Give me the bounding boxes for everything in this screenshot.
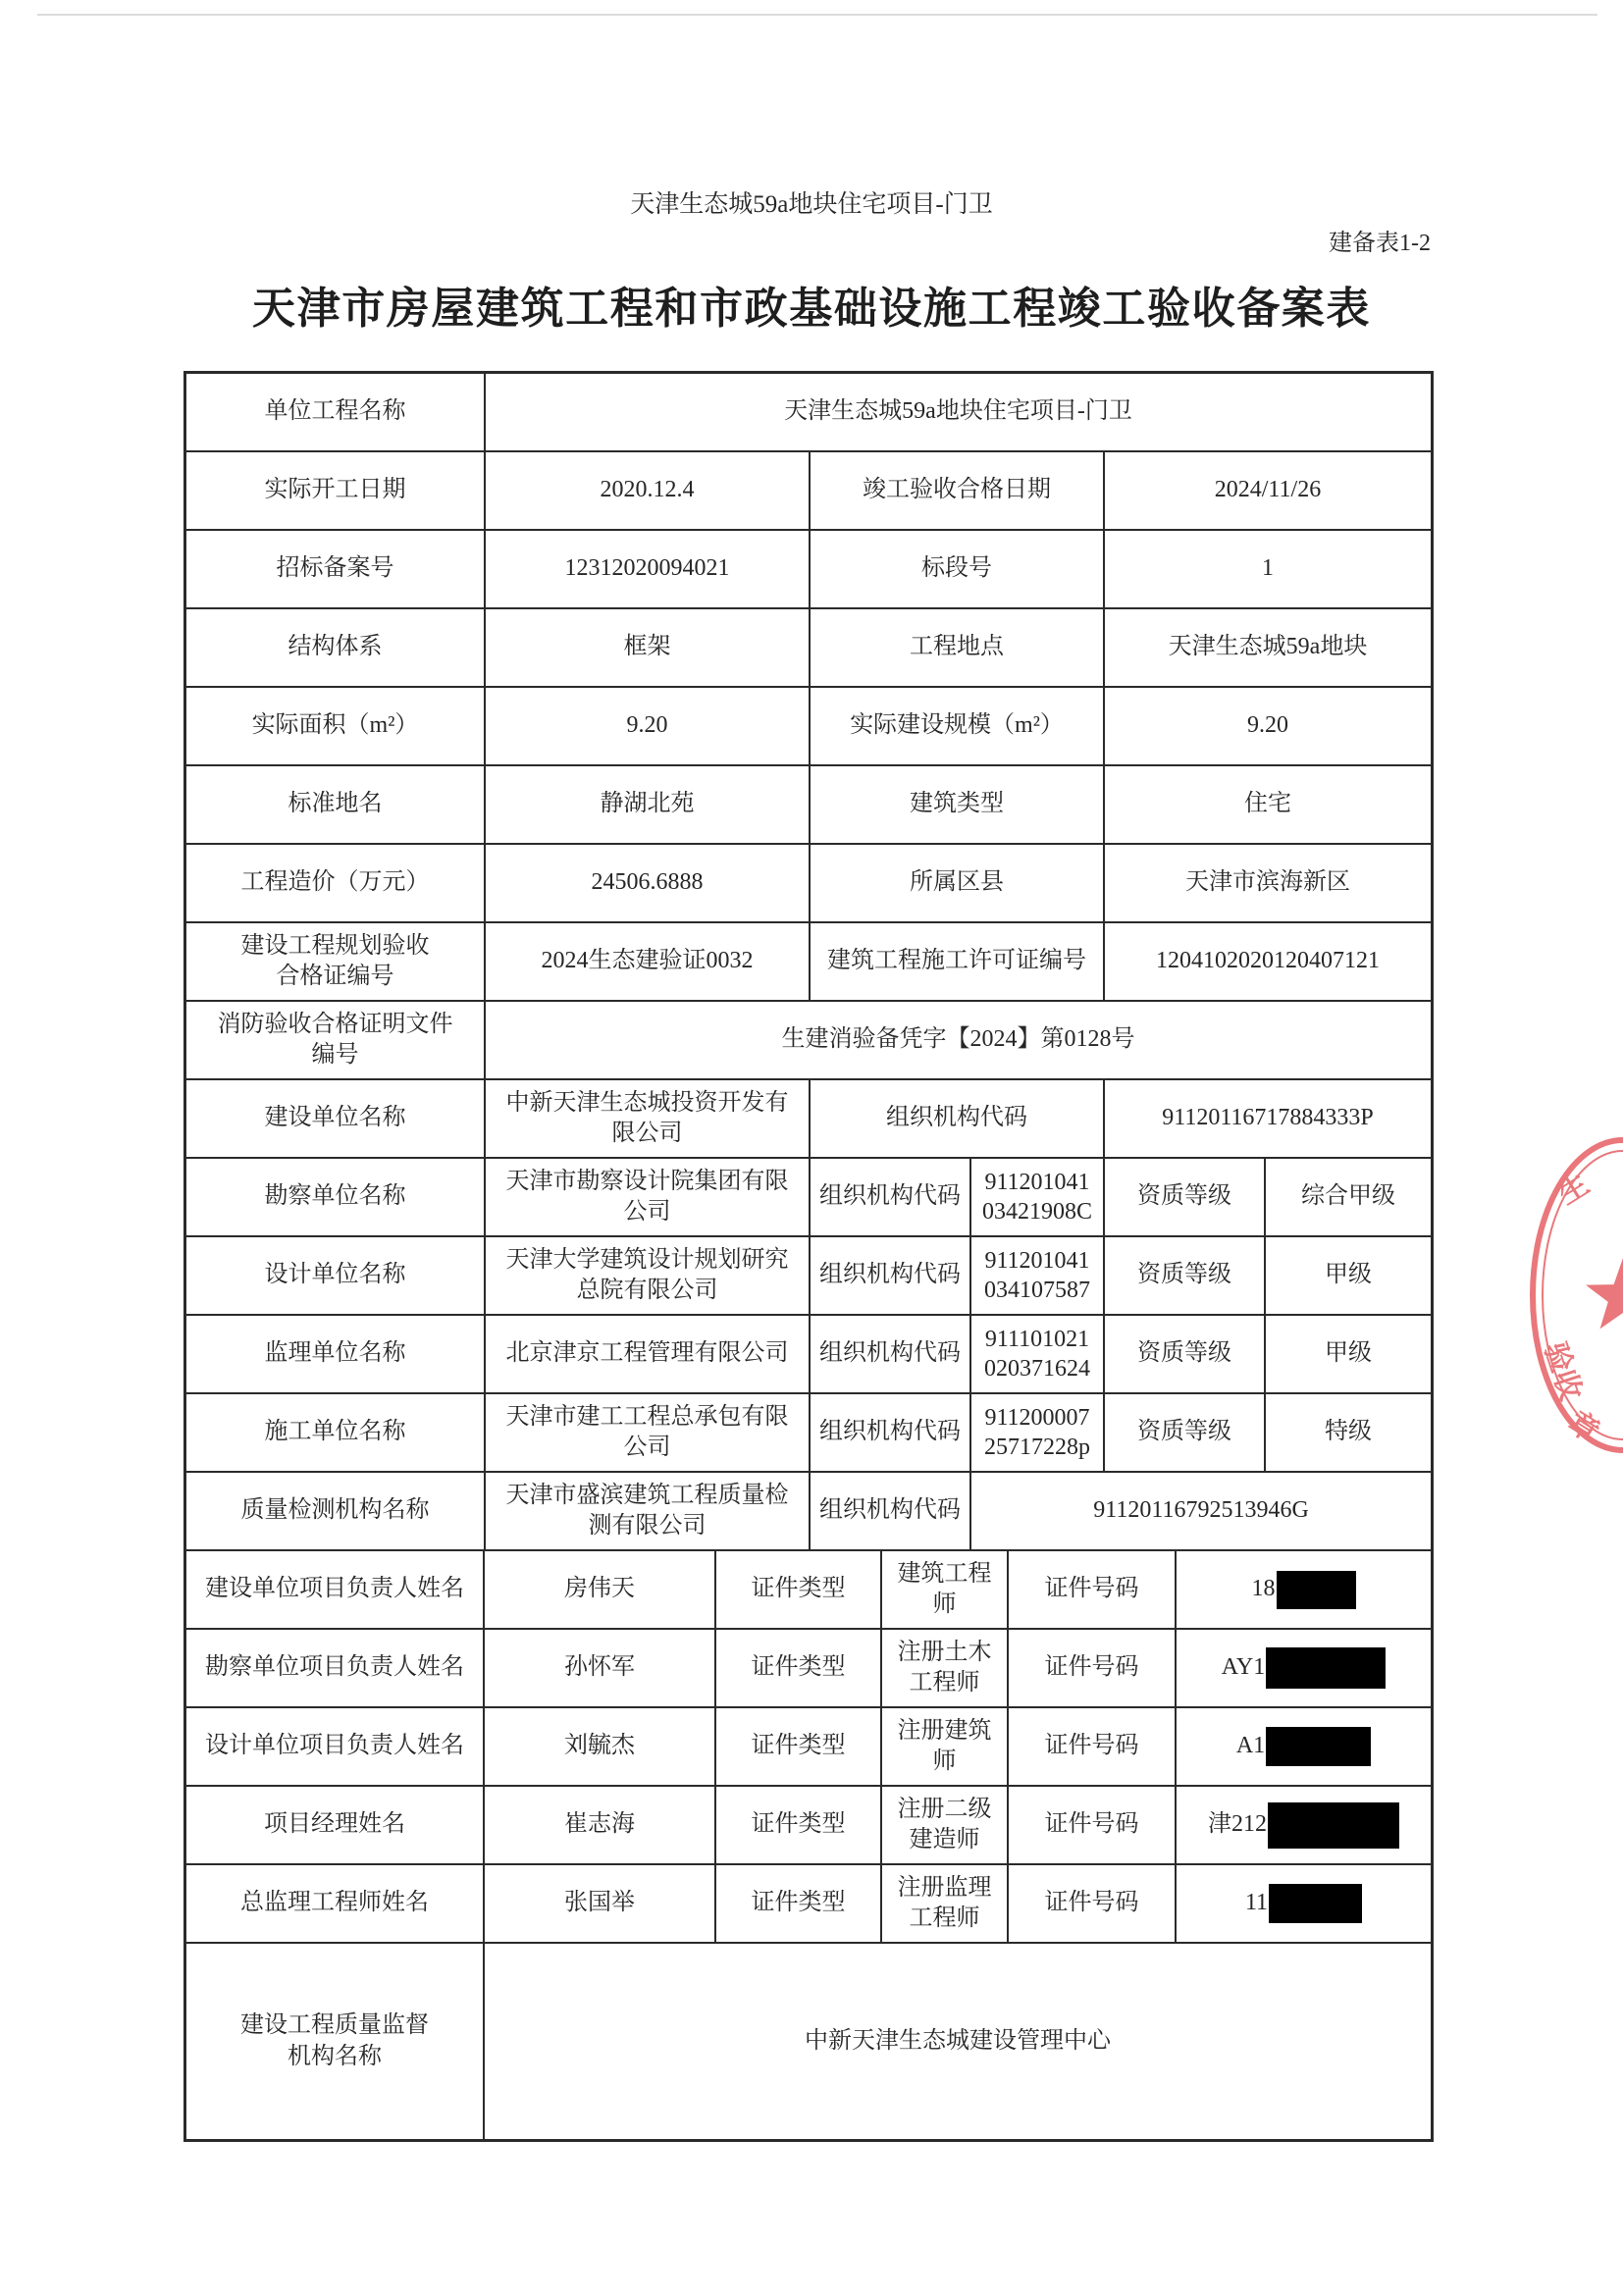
project-info-section bbox=[186, 374, 1431, 1549]
unit-name-cell bbox=[486, 1159, 809, 1235]
qualification-value: 甲级 bbox=[1266, 1316, 1431, 1392]
supervision-label-cell bbox=[186, 1944, 483, 2139]
acceptance-date-value: 2024/11/26 bbox=[1105, 452, 1431, 529]
district-label: 所属区县 bbox=[811, 845, 1103, 921]
cert-no-cell bbox=[1177, 1708, 1431, 1785]
project-cost-value: 24506.6888 bbox=[486, 845, 809, 921]
start-date-value: 2020.12.4 bbox=[486, 452, 809, 529]
supervision-label: 建设工程质量监督机构名称 bbox=[240, 2012, 429, 2069]
project-header: 天津生态城59a地块住宅项目-门卫 bbox=[630, 191, 993, 218]
cert-no-visible: 11 bbox=[1244, 1890, 1269, 1916]
location-label: 工程地点 bbox=[811, 609, 1103, 686]
construction-permit-label: 建筑工程施工许可证编号 bbox=[811, 923, 1103, 1000]
person-role-label: 总监理工程师姓名 bbox=[186, 1865, 483, 1942]
qualification-value: 特级 bbox=[1266, 1394, 1431, 1471]
building-type-value: 住宅 bbox=[1105, 766, 1431, 843]
org-code-value: 911101021020371624 bbox=[984, 1327, 1090, 1382]
org-code-label: 组织机构代码 bbox=[811, 1159, 969, 1235]
org-code-cell bbox=[971, 1237, 1103, 1314]
unit-name: 天津市建工工程总承包有限公司 bbox=[505, 1403, 789, 1460]
fire-doc-label: 消防验收合格证明文件编号 bbox=[217, 1011, 453, 1068]
cert-no-cell bbox=[1177, 1787, 1431, 1863]
cert-type-cell bbox=[882, 1551, 1007, 1628]
cert-type-cell bbox=[882, 1787, 1007, 1863]
cert-no-label: 证件号码 bbox=[1009, 1865, 1175, 1942]
org-code-value: 91120116792513946G bbox=[971, 1473, 1431, 1549]
cert-type-label: 证件类型 bbox=[716, 1551, 880, 1628]
form-title: 天津市房屋建筑工程和市政基础设施工程竣工验收备案表 bbox=[252, 285, 1371, 333]
org-code-value: 91120116717884333P bbox=[1105, 1080, 1431, 1157]
seal-text: 生 bbox=[1551, 1167, 1596, 1212]
planning-cert-value: 2024生态建验证0032 bbox=[486, 923, 809, 1000]
person-role-label: 设计单位项目负责人姓名 bbox=[186, 1708, 483, 1785]
supervision-value: 中新天津生态城建设管理中心 bbox=[485, 1944, 1431, 2139]
cert-type-label: 证件类型 bbox=[716, 1865, 880, 1942]
cert-no-visible: AY1 bbox=[1221, 1654, 1266, 1681]
standard-place-name-value: 静湖北苑 bbox=[486, 766, 809, 843]
cert-no-visible: 18 bbox=[1251, 1576, 1276, 1602]
acceptance-date-label: 竣工验收合格日期 bbox=[811, 452, 1103, 529]
project-name-value: 天津生态城59a地块住宅项目-门卫 bbox=[486, 374, 1431, 450]
section-no-value: 1 bbox=[1105, 531, 1431, 607]
org-code-label: 组织机构代码 bbox=[811, 1237, 969, 1314]
personnel-section bbox=[186, 1551, 1431, 2139]
cert-no-label: 证件号码 bbox=[1009, 1708, 1175, 1785]
district-value: 天津市滨海新区 bbox=[1105, 845, 1431, 921]
seal-text: 章 bbox=[1561, 1405, 1605, 1450]
location-value: 天津生态城59a地块 bbox=[1105, 609, 1431, 686]
qualification-label: 资质等级 bbox=[1105, 1237, 1264, 1314]
cert-no-visible: 津212 bbox=[1208, 1811, 1267, 1838]
org-code-label: 组织机构代码 bbox=[811, 1080, 1103, 1157]
org-code-cell bbox=[971, 1159, 1103, 1235]
person-name: 房伟天 bbox=[485, 1551, 714, 1628]
cert-no-cell bbox=[1177, 1865, 1431, 1942]
redaction-block bbox=[1269, 1884, 1362, 1923]
form-code: 建备表1-2 bbox=[1329, 231, 1431, 256]
redaction-block bbox=[1277, 1571, 1356, 1609]
unit-label: 建设单位名称 bbox=[186, 1080, 484, 1157]
planning-cert-label: 建设工程规划验收合格证编号 bbox=[240, 932, 430, 989]
org-code-value: 91120104103421908C bbox=[981, 1170, 1092, 1225]
actual-area-value: 9.20 bbox=[486, 688, 809, 764]
person-role-label: 项目经理姓名 bbox=[186, 1787, 483, 1863]
redaction-block bbox=[1268, 1802, 1399, 1849]
org-code-value: 91120000725717228p bbox=[984, 1405, 1090, 1460]
unit-name: 天津市盛滨建筑工程质量检测有限公司 bbox=[505, 1482, 789, 1539]
scan-edge-line bbox=[37, 14, 1597, 16]
cert-type-cell bbox=[882, 1865, 1007, 1942]
start-date-label: 实际开工日期 bbox=[186, 452, 484, 529]
building-type-label: 建筑类型 bbox=[811, 766, 1103, 843]
actual-scale-label: 实际建设规模（m²） bbox=[811, 688, 1103, 764]
person-role-label: 建设单位项目负责人姓名 bbox=[186, 1551, 483, 1628]
cert-type-label: 证件类型 bbox=[716, 1787, 880, 1863]
tender-record-no-label: 招标备案号 bbox=[186, 531, 484, 607]
cert-type-label: 证件类型 bbox=[716, 1708, 880, 1785]
cert-no-label: 证件号码 bbox=[1009, 1551, 1175, 1628]
fire-doc-label-cell bbox=[186, 1002, 484, 1078]
unit-name-cell bbox=[486, 1394, 809, 1471]
actual-area-label: 实际面积（m²） bbox=[186, 688, 484, 764]
unit-name: 北京津京工程管理有限公司 bbox=[505, 1340, 789, 1367]
unit-name: 天津市勘察设计院集团有限公司 bbox=[505, 1168, 789, 1225]
cert-no-cell bbox=[1177, 1551, 1431, 1628]
cert-type-label: 证件类型 bbox=[716, 1630, 880, 1706]
unit-name: 天津大学建筑设计规划研究总院有限公司 bbox=[505, 1246, 789, 1303]
redaction-block bbox=[1266, 1647, 1386, 1689]
unit-label: 勘察单位名称 bbox=[186, 1159, 484, 1235]
cert-no-cell bbox=[1177, 1630, 1431, 1706]
redaction-block bbox=[1266, 1727, 1371, 1766]
section-no-label: 标段号 bbox=[811, 531, 1103, 607]
official-seal bbox=[1501, 1128, 1623, 1462]
unit-name: 中新天津生态城投资开发有限公司 bbox=[505, 1089, 789, 1146]
seal-star-icon bbox=[1586, 1258, 1623, 1329]
cert-no-label: 证件号码 bbox=[1009, 1630, 1175, 1706]
org-code-label: 组织机构代码 bbox=[811, 1473, 969, 1549]
qualification-label: 资质等级 bbox=[1105, 1316, 1264, 1392]
unit-label: 施工单位名称 bbox=[186, 1394, 484, 1471]
person-name: 张国举 bbox=[485, 1865, 714, 1942]
structure-system-label: 结构体系 bbox=[186, 609, 484, 686]
person-role-label: 勘察单位项目负责人姓名 bbox=[186, 1630, 483, 1706]
unit-label: 监理单位名称 bbox=[186, 1316, 484, 1392]
cert-type-value: 建筑工程师 bbox=[897, 1560, 992, 1617]
cert-no-label: 证件号码 bbox=[1009, 1787, 1175, 1863]
unit-name-cell bbox=[486, 1473, 809, 1549]
tender-record-no-value: 12312020094021 bbox=[486, 531, 809, 607]
qualification-value: 综合甲级 bbox=[1266, 1159, 1431, 1235]
qualification-label: 资质等级 bbox=[1105, 1159, 1264, 1235]
cert-type-value: 注册土木工程师 bbox=[897, 1639, 992, 1696]
org-code-cell bbox=[971, 1316, 1103, 1392]
seal-text: 验收 bbox=[1537, 1337, 1589, 1405]
actual-scale-value: 9.20 bbox=[1105, 688, 1431, 764]
planning-cert-label-cell bbox=[186, 923, 484, 1000]
person-name: 崔志海 bbox=[485, 1787, 714, 1863]
org-code-label: 组织机构代码 bbox=[811, 1316, 969, 1392]
cert-type-value: 注册监理工程师 bbox=[897, 1874, 992, 1931]
unit-name-cell bbox=[486, 1316, 809, 1392]
cert-no-visible: A1 bbox=[1235, 1733, 1266, 1759]
org-code-cell bbox=[971, 1394, 1103, 1471]
project-name-label: 单位工程名称 bbox=[186, 374, 484, 450]
fire-doc-value: 生建消验备凭字【2024】第0128号 bbox=[486, 1002, 1431, 1078]
project-cost-label: 工程造价（万元） bbox=[186, 845, 484, 921]
unit-name-cell bbox=[486, 1237, 809, 1314]
cert-type-value: 注册二级建造师 bbox=[897, 1796, 992, 1852]
standard-place-name-label: 标准地名 bbox=[186, 766, 484, 843]
structure-system-value: 框架 bbox=[486, 609, 809, 686]
record-form-table bbox=[183, 371, 1434, 2142]
org-code-label: 组织机构代码 bbox=[811, 1394, 969, 1471]
person-name: 孙怀军 bbox=[485, 1630, 714, 1706]
person-name: 刘毓杰 bbox=[485, 1708, 714, 1785]
qualification-value: 甲级 bbox=[1266, 1237, 1431, 1314]
qualification-label: 资质等级 bbox=[1105, 1394, 1264, 1471]
unit-label: 质量检测机构名称 bbox=[186, 1473, 484, 1549]
cert-type-value: 注册建筑师 bbox=[897, 1717, 992, 1774]
org-code-value: 911201041034107587 bbox=[984, 1248, 1090, 1303]
cert-type-cell bbox=[882, 1708, 1007, 1785]
unit-name-cell bbox=[486, 1080, 809, 1157]
cert-type-cell bbox=[882, 1630, 1007, 1706]
construction-permit-value: 1204102020120407121 bbox=[1105, 923, 1431, 1000]
unit-label: 设计单位名称 bbox=[186, 1237, 484, 1314]
